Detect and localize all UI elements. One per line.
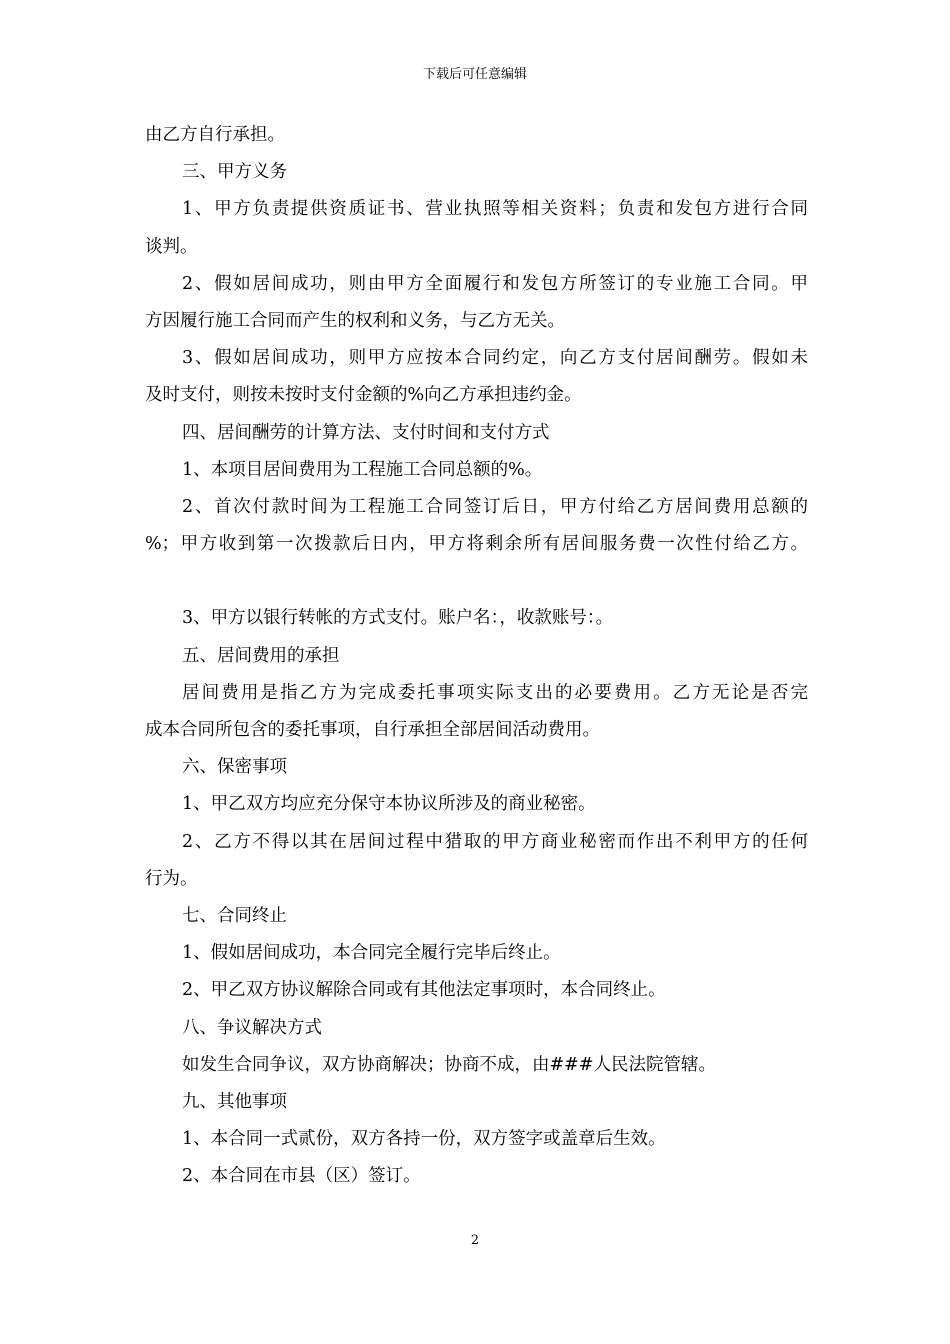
page-number: 2 bbox=[470, 1233, 480, 1248]
paragraph-line: 1、本合同一式贰份，双方各持一份，双方签字或盖章后生效。 bbox=[182, 1129, 666, 1150]
paragraph-line: 由乙方自行承担。 bbox=[145, 125, 285, 145]
section-heading: 九、其他事项 bbox=[182, 1091, 287, 1112]
section-heading: 三、甲方义务 bbox=[182, 162, 287, 183]
page-header: 下载后可任意编辑 bbox=[422, 67, 527, 82]
paragraph-gap bbox=[145, 563, 808, 600]
paragraph-line: 方因履行施工合同而产生的权利和义务，与乙方无关。 bbox=[145, 310, 565, 331]
paragraph-line: 2、假如居间成功，则由甲方全面履行和发包方所签订的专业施工合同。甲 bbox=[182, 273, 808, 294]
section-heading: 四、居间酬劳的计算方法、支付时间和支付方式 bbox=[182, 422, 550, 443]
section-heading: 七、合同终止 bbox=[182, 905, 287, 926]
document-body bbox=[145, 117, 808, 1195]
section-heading: 五、居间费用的承担 bbox=[182, 645, 340, 666]
paragraph-line: 成本合同所包含的委托事项，自行承担全部居间活动费用。 bbox=[145, 720, 600, 740]
paragraph-line: 行为。 bbox=[145, 868, 198, 889]
paragraph-line: 3、甲方以银行转帐的方式支付。账户名：，收款账号：。 bbox=[182, 608, 614, 629]
paragraph-line: 1、甲乙双方均应充分保守本协议所涉及的商业秘密。 bbox=[182, 794, 596, 815]
paragraph-line: 3、假如居间成功，则甲方应按本合同约定，向乙方支付居间酬劳。假如未 bbox=[182, 348, 808, 369]
paragraph-line: 2、甲乙双方协议解除合同或有其他法定事项时，本合同终止。 bbox=[182, 980, 666, 1001]
paragraph-line: 2、首次付款时间为工程施工合同签订后日，甲方付给乙方居间费用总额的 bbox=[182, 496, 808, 517]
paragraph-line: 2、乙方不得以其在居间过程中猎取的甲方商业秘密而作出不利甲方的任何 bbox=[182, 831, 808, 852]
paragraph-line: %；甲方收到第一次拨款后日内，甲方将剩余所有居间服务费一次性付给乙方。 bbox=[145, 534, 808, 555]
paragraph-line: 谈判。 bbox=[145, 236, 198, 257]
paragraph-line: 1、假如居间成功，本合同完全履行完毕后终止。 bbox=[182, 943, 561, 964]
section-heading: 八、争议解决方式 bbox=[182, 1017, 322, 1038]
paragraph-line: 及时支付，则按未按时支付金额的%向乙方承担违约金。 bbox=[145, 385, 582, 406]
section-heading: 六、保密事项 bbox=[182, 757, 287, 778]
paragraph-line: 2、本合同在市县（区）签订。 bbox=[182, 1166, 421, 1187]
paragraph-line: 如发生合同争议，双方协商解决；协商不成，由###人民法院管辖。 bbox=[182, 1054, 716, 1075]
paragraph-line: 居间费用是指乙方为完成委托事项实际支出的必要费用。乙方无论是否完 bbox=[182, 682, 808, 703]
paragraph-line: 1、甲方负责提供资质证书、营业执照等相关资料；负责和发包方进行合同 bbox=[182, 199, 808, 220]
paragraph-line: 1、本项目居间费用为工程施工合同总额的%。 bbox=[182, 459, 543, 480]
